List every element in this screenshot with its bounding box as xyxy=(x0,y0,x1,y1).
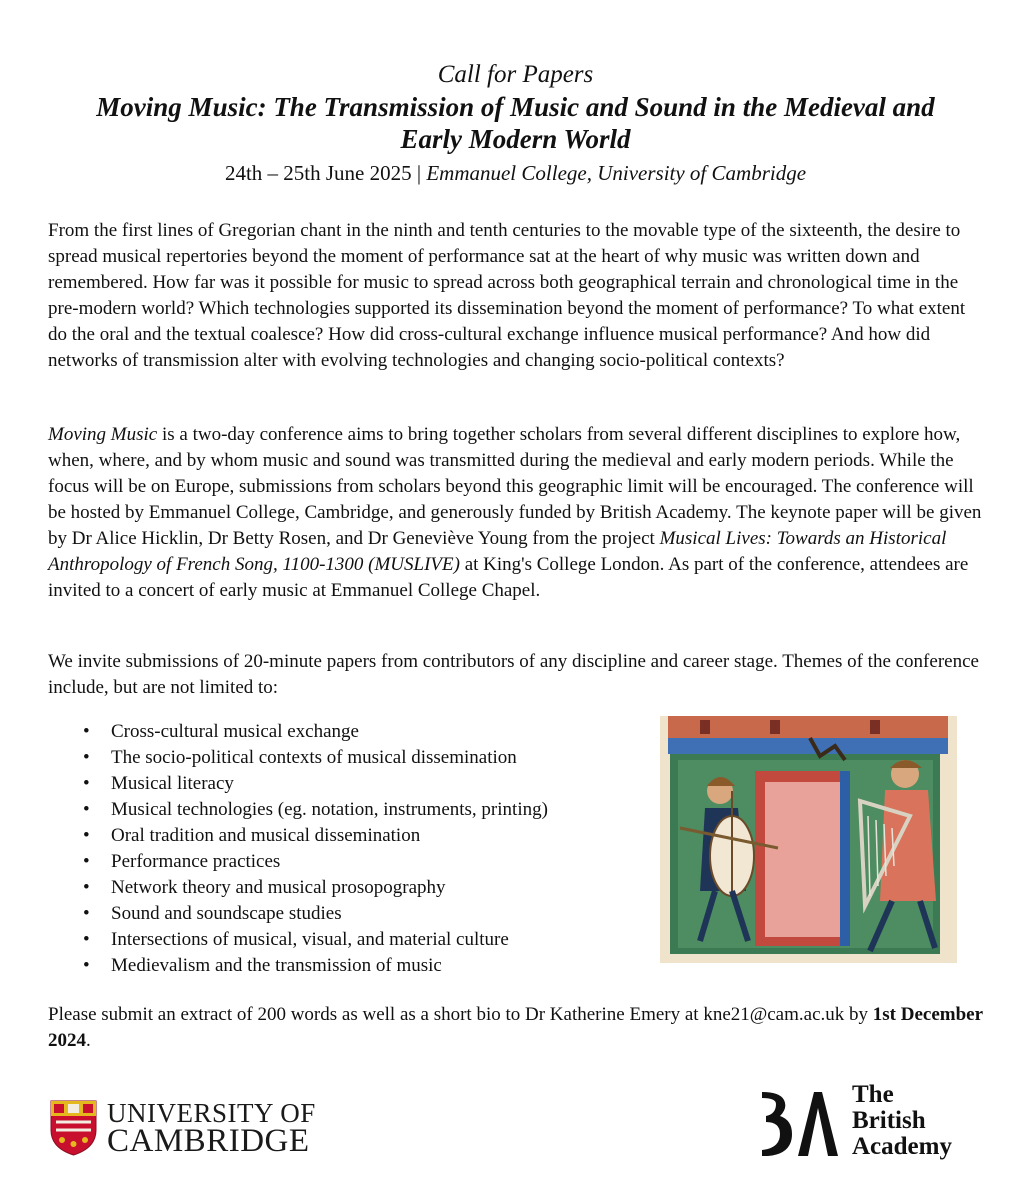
ba-wordmark-line1: The xyxy=(852,1081,894,1108)
intro-paragraph: From the first lines of Gregorian chant in the ninth and tenth centuries to the movable type of the sixteenth, the desire to spread musical repertories beyond the moment of performance sat at the heart of why music was written down and remembered. How far was it possible for music to spread across both geographical terrain and chronological time in the pre-modern world? Which technologies supported its dissemination beyond the moment of performance? To what extent do the oral and the textual coalesce? How did cross-cultural exchange influence musical performance? And how did networks of transmission alter with evolving technologies and changing socio-political contexts? xyxy=(48,220,966,371)
description-text-a: is a two-day conference aims to bring together scholars from several different disciplines to explore how, when, where, and by whom music and sound was transmitted during the medieval and early modern periods. While the focus will be on Europe, submissions from scholars beyond this geographic limit will be encouraged. The conference will be hosted by Emmanuel College, Cambridge, and generously funded by British Academy. The keynote paper will be given by Dr Alice Hicklin, Dr Betty Rosen, and Dr Geneviève Young from the project xyxy=(48,424,982,549)
cambridge-wordmark-line2: CAMBRIDGE xyxy=(107,1123,310,1159)
conference-venue: Emmanuel College, University of Cambridge xyxy=(426,161,807,185)
description-text-b: at King's College London. As part of the conference, attendees are invited to a concert of early music at Emmanuel College Chapel. xyxy=(48,554,969,601)
conference-date: 24th – 25th June 2025 | xyxy=(224,161,422,185)
submission-text-a: Please submit an extract of 200 words as well as a short bio to Dr Katherine Emery at kne21@cam.ac.uk by xyxy=(48,1004,873,1025)
title-line-2: Early Modern World xyxy=(400,124,631,154)
cambridge-wordmark-line1: UNIVERSITY OF xyxy=(107,1098,316,1128)
themes-list xyxy=(83,719,548,979)
theme-item: • Intersections of musical, visual, and material culture xyxy=(83,927,548,953)
medieval-manuscript-illustration xyxy=(660,716,957,963)
deadline-bold: 1st December 2024 xyxy=(48,1004,983,1051)
british-academy-logo xyxy=(758,1082,978,1172)
invitation-paragraph: We invite submissions of 20-minute papers from contributors of any discipline and career stage. Themes of the conference include, but are not limited to: xyxy=(48,651,979,698)
call-for-papers-kicker: Call for Papers xyxy=(437,61,594,88)
theme-item: • Performance practices xyxy=(83,849,548,875)
submission-text-b: . xyxy=(86,1030,91,1051)
cambridge-shield-icon xyxy=(50,1100,97,1156)
theme-item: • Musical technologies (eg. notation, instruments, printing) xyxy=(83,797,548,823)
theme-item: • Network theory and musical prosopography xyxy=(83,875,548,901)
submission-paragraph xyxy=(48,1002,983,1054)
ba-wordmark-line3: Academy xyxy=(852,1133,952,1160)
theme-item: • The socio-political contexts of musical dissemination xyxy=(83,745,548,771)
theme-item: • Musical literacy xyxy=(83,771,548,797)
conference-name-italic: Moving Music xyxy=(48,424,158,445)
conference-title xyxy=(0,91,1031,155)
british-academy-mark-icon xyxy=(758,1086,842,1162)
theme-item: • Cross-cultural musical exchange xyxy=(83,719,548,745)
conference-description-paragraph xyxy=(48,422,983,604)
project-title-italic: Musical Lives: Towards an Historical Anthropology of French Song, 1100-1300 (MUSLIVE) xyxy=(48,528,947,575)
title-line-1: Moving Music: The Transmission of Music and Sound in the Medieval and xyxy=(96,92,935,122)
british-academy-wordmark xyxy=(852,1082,982,1160)
date-venue-line xyxy=(0,159,1031,187)
theme-item: • Sound and soundscape studies xyxy=(83,901,548,927)
header xyxy=(0,60,1031,187)
ba-wordmark-line2: British xyxy=(852,1107,926,1134)
theme-item: • Medievalism and the transmission of music xyxy=(83,953,548,979)
theme-item: • Oral tradition and musical dissemination xyxy=(83,823,548,849)
musicians-illumination-image xyxy=(660,716,957,963)
